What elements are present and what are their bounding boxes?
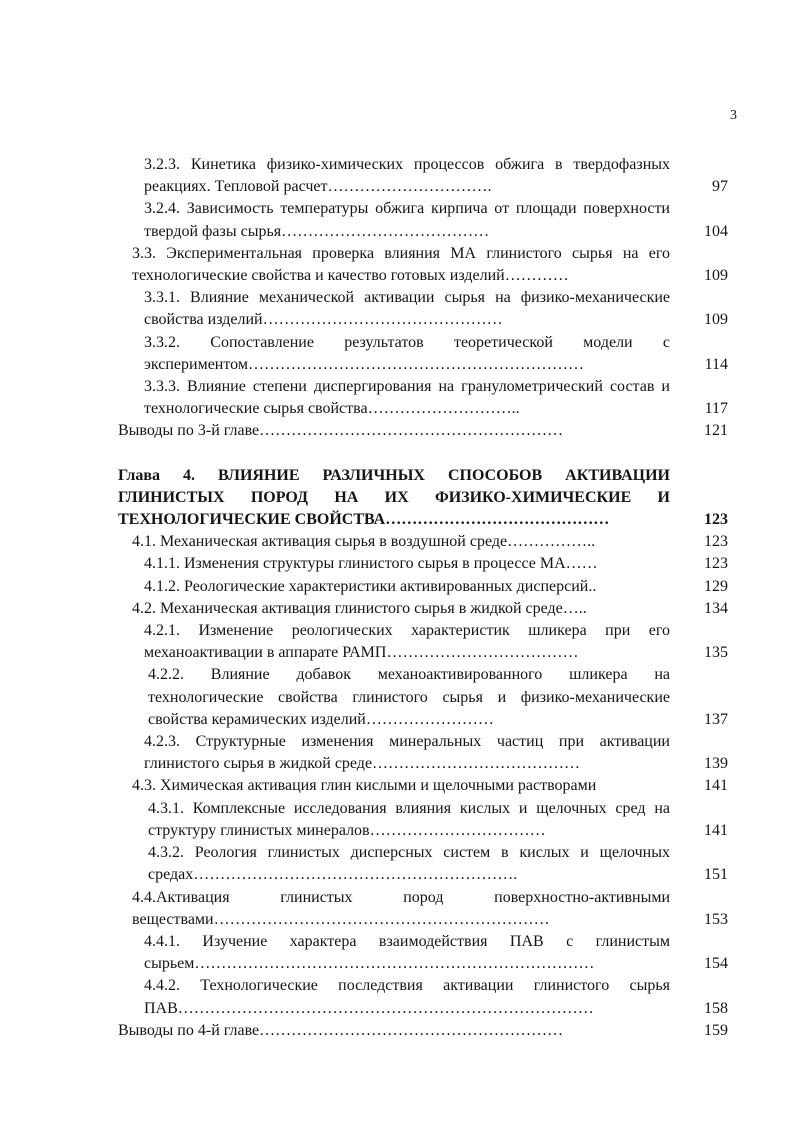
toc-entry-title: 4.2.3. Структурные изменения минеральных частиц при активации глинистого сырья в жидкой среде…………………………………	[144, 733, 670, 773]
toc-entry-page: 159	[704, 1021, 728, 1039]
toc-entry	[118, 798, 728, 842]
toc-entry-title: 4.3.2. Реология глинистых дисперсных систем в кислых и щелочных средах…………………………………………………….	[148, 844, 670, 884]
toc-entry	[118, 376, 728, 420]
toc-entry	[118, 1020, 728, 1042]
toc-entry-page: 129	[704, 577, 728, 595]
toc-entry	[118, 931, 728, 975]
toc-entry-title: Выводы по 4-й главе…………………………………………………	[118, 1021, 564, 1039]
toc-entry-page: 158	[704, 999, 728, 1017]
toc-entry-page: 121	[704, 422, 728, 440]
toc-entry-title: Выводы по 3-й главе…………………………………………………	[118, 422, 564, 440]
toc-entry	[118, 243, 728, 287]
toc-entry-title: 4.4.Активация глинистых пород поверхностно-активными веществами………………………………………………………	[132, 888, 670, 928]
toc-entry-title: 4.2.2. Влияние добавок механоактивированного шликера на технологические свойства глинистого сырья и физико-механические свойства керамических изделий……………………	[148, 666, 670, 728]
toc-entry	[118, 775, 728, 797]
toc-entry-title: 4.4.2. Технологические последствия активации глинистого сырья ПАВ……………………………………………………………………	[144, 977, 670, 1017]
toc-entry-page: 151	[704, 866, 728, 884]
toc-chapter-heading	[118, 465, 728, 532]
toc-entry-title: 4.3.1. Комплексные исследования влияния кислых и щелочных сред на структуру глинистых минералов……………………………	[148, 799, 670, 839]
toc-entry-page: 123	[704, 555, 728, 573]
toc-entry	[118, 576, 728, 598]
toc-entry-title: 4.3. Химическая активация глин кислыми и щелочными растворами	[132, 777, 597, 795]
toc-entry-page: 109	[704, 311, 728, 329]
toc-entry-page: 117	[704, 400, 728, 418]
toc-entry-title: 3.3.1. Влияние механической активации сырья на физико-механические свойства изделий………………………………………	[144, 289, 670, 329]
toc-entry	[118, 287, 728, 331]
toc-entry	[118, 420, 728, 442]
toc-entry	[118, 731, 728, 775]
toc-entry-title: 4.1.1. Изменения структуры глинистого сырья в процессе МА……	[144, 555, 598, 573]
toc-entry-title: 3.2.3. Кинетика физико-химических процессов обжига в твердофазных реакциях. Тепловой расчет………………………….	[144, 156, 670, 196]
toc-entry-page: 104	[704, 222, 728, 240]
toc-entry-page: 153	[704, 910, 728, 928]
toc-entry	[118, 664, 728, 731]
toc-entry-title: 4.2. Механическая активация глинистого сырья в жидкой среде…..	[132, 599, 587, 617]
toc-entry-page: 137	[704, 710, 728, 728]
toc-entry	[118, 553, 728, 575]
toc-entry-title: 3.3.3. Влияние степени диспергирования на гранулометрический состав и технологические сырья свойства………………………..	[144, 378, 670, 418]
toc-entry-title: 4.1. Механическая активация сырья в воздушной среде……………..	[132, 533, 596, 551]
toc-entry-page: 109	[704, 267, 728, 285]
toc-entry-page: 97	[712, 178, 728, 196]
toc-entry	[118, 887, 728, 931]
toc-entry	[118, 154, 728, 198]
toc-entry-page: 141	[704, 777, 728, 795]
toc-entry	[118, 598, 728, 620]
page-number: 3	[730, 108, 737, 123]
toc-entry	[118, 975, 728, 1019]
toc-entry	[118, 620, 728, 664]
toc-entry-page: 134	[704, 599, 728, 617]
toc-entry-page: 123	[704, 533, 728, 551]
toc-entry-title: 3.3.2. Сопоставление результатов теоретической модели с экспериментом………………………………………………………	[144, 333, 670, 373]
toc-entry-title: 4.1.2. Реологические характеристики активированных дисперсий..	[144, 577, 597, 595]
toc-entry	[118, 531, 728, 553]
toc-entry-title: 4.2.1. Изменение реологических характеристик шликера при его механоактивации в аппарате РАМП………………………………	[144, 622, 670, 662]
toc-entry-title: 3.2.4. Зависимость температуры обжига кирпича от площади поверхности твердой фазы сырья…………………………………	[144, 200, 670, 240]
toc-entry-page: 135	[704, 644, 728, 662]
toc-entry	[118, 332, 728, 376]
toc-entry-title: Глава 4. ВЛИЯНИЕ РАЗЛИЧНЫХ СПОСОБОВ АКТИВАЦИИ ГЛИНИСТЫХ ПОРОД НА ИХ ФИЗИКО-ХИМИЧЕСКИЕ И ТЕХНОЛОГИЧЕСКИЕ СВОЙСТВА……………………………………	[118, 466, 670, 529]
toc-entry	[118, 198, 728, 242]
toc-entry-page: 141	[704, 821, 728, 839]
toc-entry-page: 123	[704, 511, 728, 529]
table-of-contents	[118, 154, 728, 1042]
toc-entry-title: 3.3. Экспериментальная проверка влияния МА глинистого сырья на его технологические свойства и качество готовых изделий…………	[132, 244, 670, 285]
toc-entry	[118, 842, 728, 886]
toc-entry-page: 139	[704, 755, 728, 773]
toc-entry-title: 4.4.1. Изучение характера взаимодействия ПАВ с глинистым сырьем…………………………………………………………………	[144, 932, 670, 973]
toc-entry-page: 114	[704, 355, 728, 373]
toc-entry-page: 154	[704, 955, 728, 973]
